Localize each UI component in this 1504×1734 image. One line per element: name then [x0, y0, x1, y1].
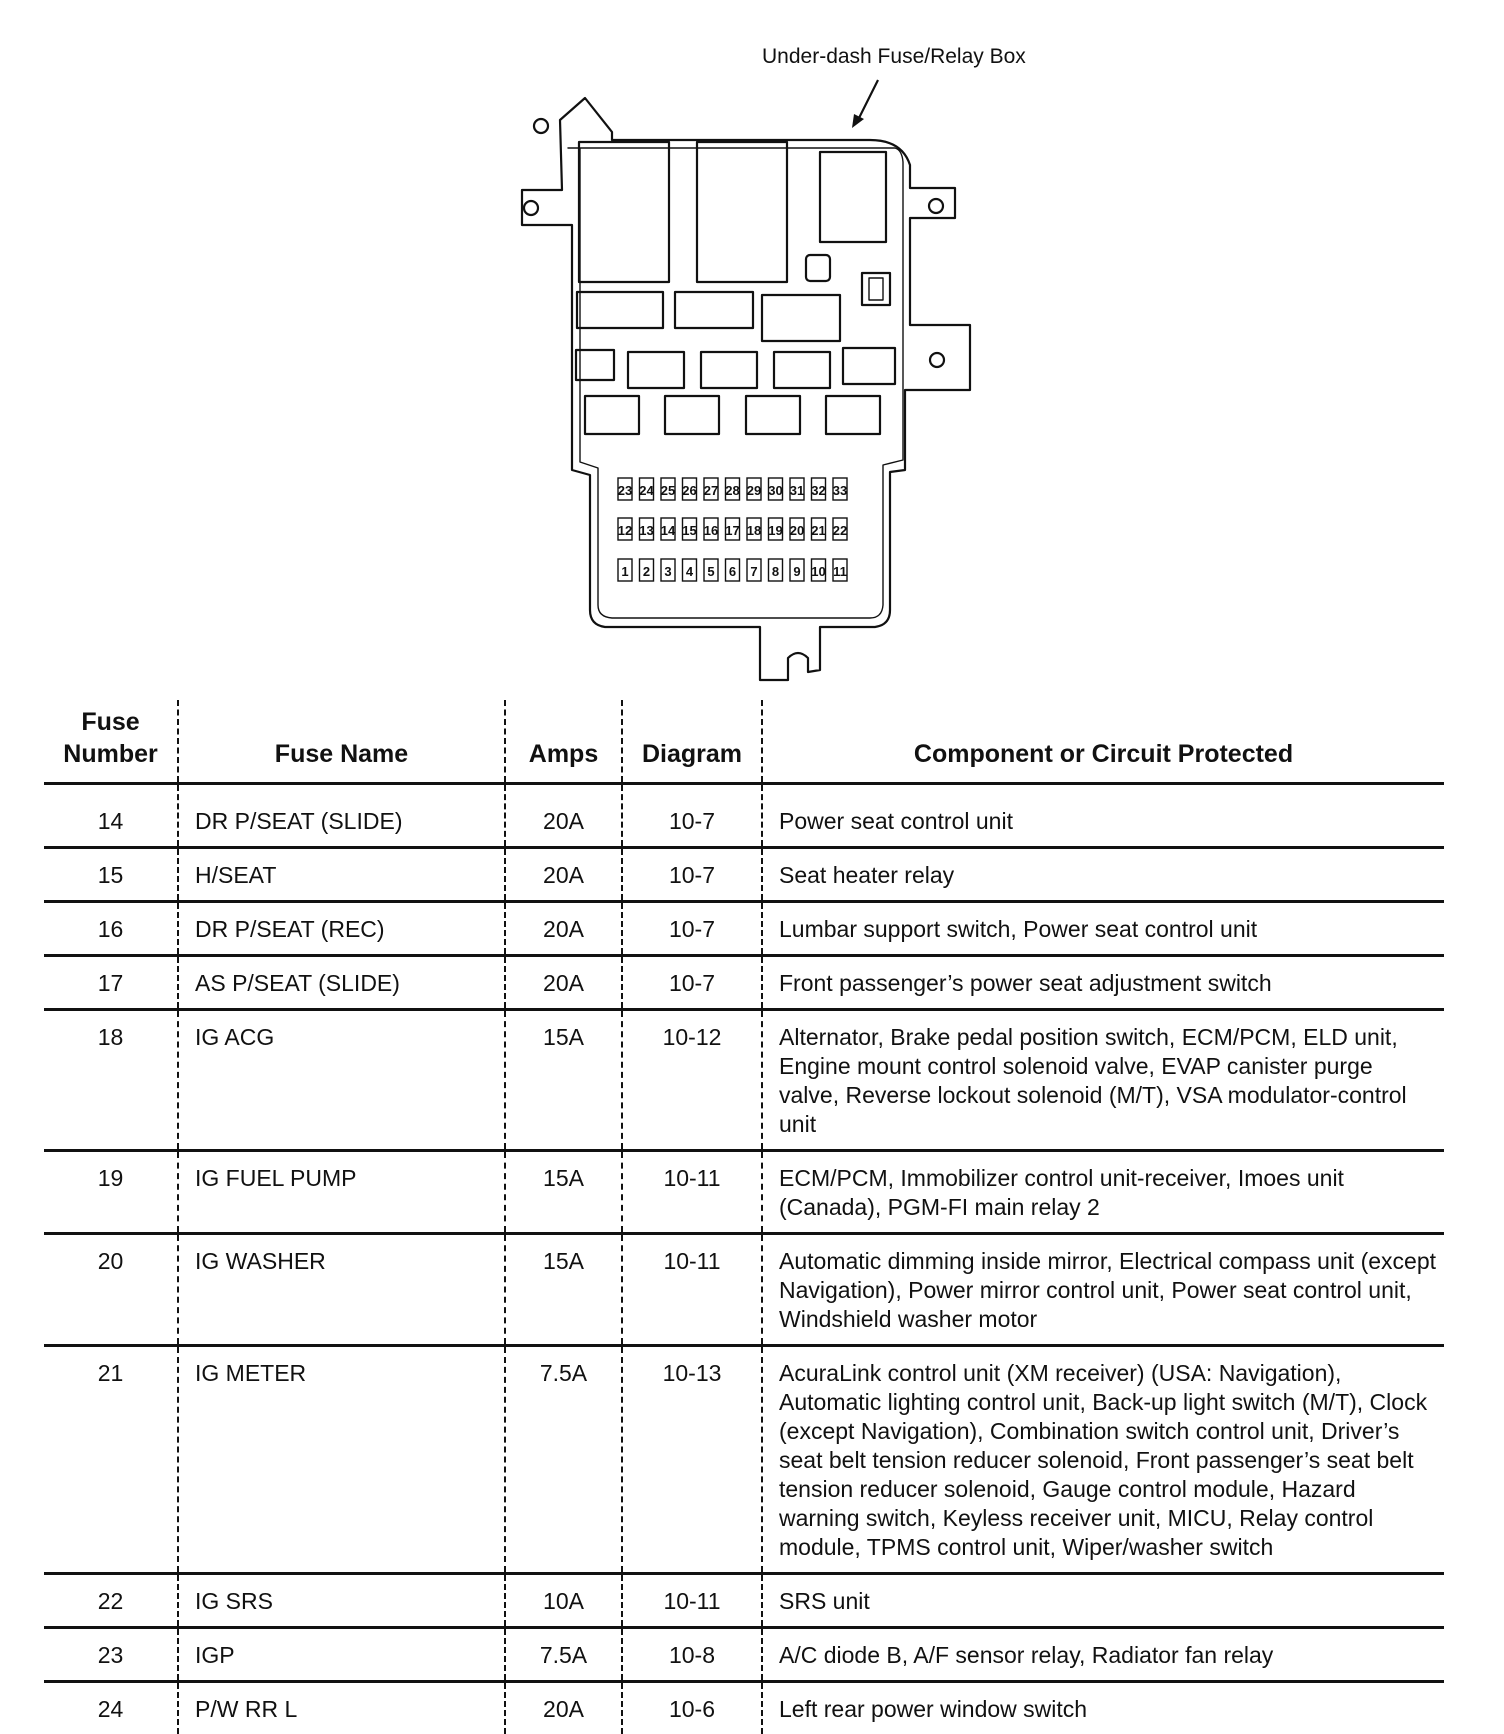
diagram-cell: 10-13 — [622, 1346, 762, 1574]
fuse-slot-number: 5 — [707, 564, 714, 579]
fuse-name-cell: IG FUEL PUMP — [178, 1151, 505, 1234]
component-cell: Lumbar support switch, Power seat control unit — [762, 902, 1444, 956]
large-relay-3 — [820, 152, 886, 242]
fuse-slot-number: 22 — [833, 523, 847, 538]
table-header-row — [44, 700, 1444, 784]
fuse-slot-number: 1 — [621, 564, 628, 579]
callout-leader-line — [858, 80, 878, 120]
mount-hole-right-lower — [930, 353, 944, 367]
fuse-name-cell: IG SRS — [178, 1574, 505, 1628]
fuse-name-cell: H/SEAT — [178, 848, 505, 902]
fuse-name-cell: DR P/SEAT (REC) — [178, 902, 505, 956]
fuse-slot-number: 17 — [725, 523, 739, 538]
fuse-name-cell: AS P/SEAT (SLIDE) — [178, 956, 505, 1010]
fuse-name-cell: IGP — [178, 1628, 505, 1682]
component-cell: Automatic dimming inside mirror, Electrical compass unit (except Navigation), Power mirror control unit, Power seat control unit, Windshield washer motor — [762, 1234, 1444, 1346]
component-cell: ECM/PCM, Immobilizer control unit-receiver, Imoes unit (Canada), PGM-FI main relay 2 — [762, 1151, 1444, 1234]
component-cell: AcuraLink control unit (XM receiver) (USA: Navigation), Automatic lighting control unit, Back-up light switch (M/T), Clock (except Navigation), Combination switch control unit, Driver’s seat belt tension reducer solenoid, Front passenger’s seat belt tension reducer solenoid, Gauge control module, Hazard warning switch, Keyless receiver unit, MICU, Relay control module, TPMS control unit, Wiper/washer switch — [762, 1346, 1444, 1574]
amps-cell: 10A — [505, 1574, 622, 1628]
amps-cell: 20A — [505, 784, 622, 848]
relay-socket-b — [628, 352, 684, 388]
fuse-name-cell: IG ACG — [178, 1010, 505, 1151]
table-row — [44, 1151, 1444, 1234]
small-relay-socket-inner — [869, 278, 883, 300]
mount-hole-left — [524, 201, 538, 215]
header-amps: Amps — [505, 700, 622, 784]
table-row — [44, 956, 1444, 1010]
fuse-grid — [618, 478, 847, 581]
fuse-number-cell: 16 — [44, 902, 178, 956]
component-cell: Front passenger’s power seat adjustment switch — [762, 956, 1444, 1010]
mini-relay-3 — [762, 295, 840, 341]
fuse-number-cell: 14 — [44, 784, 178, 848]
diagram-cell: 10-7 — [622, 784, 762, 848]
table-row — [44, 848, 1444, 902]
fuse-number-cell: 24 — [44, 1682, 178, 1734]
fuse-box-illustration — [0, 0, 1504, 700]
fuse-table — [44, 700, 1444, 1734]
diagram-cell: 10-11 — [622, 1151, 762, 1234]
fuse-slot-number: 14 — [661, 523, 676, 538]
fuse-slot-number: 2 — [643, 564, 650, 579]
fuse-slot-number: 32 — [811, 483, 825, 498]
fuse-number-cell: 18 — [44, 1010, 178, 1151]
header-fuse-name: Fuse Name — [178, 700, 505, 784]
header-fuse-number: Fuse Number — [44, 700, 178, 784]
fuse-slot-number: 13 — [639, 523, 653, 538]
amps-cell: 20A — [505, 956, 622, 1010]
fuse-slot-number: 18 — [747, 523, 761, 538]
relay-socket-a — [576, 350, 614, 380]
component-cell: SRS unit — [762, 1574, 1444, 1628]
mount-hole-right — [929, 199, 943, 213]
amps-cell: 7.5A — [505, 1628, 622, 1682]
fuse-slot-number: 4 — [686, 564, 694, 579]
relay-socket-f — [585, 396, 639, 434]
header-component: Component or Circuit Protected — [762, 700, 1444, 784]
table-row — [44, 1234, 1444, 1346]
diagram-cell: 10-6 — [622, 1682, 762, 1734]
fuse-slot-number: 33 — [833, 483, 847, 498]
fuse-number-cell: 17 — [44, 956, 178, 1010]
fuse-slot-number: 29 — [747, 483, 761, 498]
fuse-number-cell: 22 — [44, 1574, 178, 1628]
relay-socket-h — [746, 396, 800, 434]
fuse-slot-number: 27 — [704, 483, 718, 498]
table-row — [44, 784, 1444, 848]
component-cell: A/C diode B, A/F sensor relay, Radiator fan relay — [762, 1628, 1444, 1682]
fuse-number-cell: 15 — [44, 848, 178, 902]
amps-cell: 20A — [505, 848, 622, 902]
fuse-slot-number: 3 — [664, 564, 671, 579]
fuse-box-diagram — [0, 0, 1504, 700]
amps-cell: 15A — [505, 1010, 622, 1151]
table-row — [44, 1574, 1444, 1628]
fuse-slot-number: 6 — [729, 564, 736, 579]
table-row — [44, 902, 1444, 956]
diagram-cell: 10-7 — [622, 956, 762, 1010]
fuse-slot-number: 12 — [618, 523, 632, 538]
small-connector — [806, 255, 830, 281]
callout-arrowhead — [852, 114, 864, 128]
component-cell: Power seat control unit — [762, 784, 1444, 848]
component-cell: Seat heater relay — [762, 848, 1444, 902]
component-cell: Alternator, Brake pedal position switch, ECM/PCM, ELD unit, Engine mount control solenoid valve, EVAP canister purge valve, Reverse lockout solenoid (M/T), VSA modulator-control unit — [762, 1010, 1444, 1151]
fuse-slot-number: 30 — [768, 483, 782, 498]
component-cell: Left rear power window switch — [762, 1682, 1444, 1734]
relay-socket-i — [826, 396, 880, 434]
fuse-number-cell: 23 — [44, 1628, 178, 1682]
fuse-slot-number: 24 — [639, 483, 654, 498]
diagram-cell: 10-7 — [622, 902, 762, 956]
diagram-cell: 10-11 — [622, 1234, 762, 1346]
fuse-slot-number: 16 — [704, 523, 718, 538]
large-relay-2 — [697, 142, 787, 282]
fuse-name-cell: IG METER — [178, 1346, 505, 1574]
fuse-slot-number: 9 — [793, 564, 800, 579]
fuse-slot-number: 7 — [750, 564, 757, 579]
fuse-name-cell: P/W RR L — [178, 1682, 505, 1734]
diagram-cell: 10-11 — [622, 1574, 762, 1628]
fuse-box-label: Under-dash Fuse/Relay Box — [762, 45, 1026, 69]
amps-cell: 20A — [505, 1682, 622, 1734]
fuse-slot-number: 28 — [725, 483, 739, 498]
fuse-slot-number: 11 — [833, 564, 847, 579]
amps-cell: 15A — [505, 1151, 622, 1234]
amps-cell: 7.5A — [505, 1346, 622, 1574]
table-row — [44, 1682, 1444, 1734]
mini-relay-2 — [675, 292, 753, 328]
fuse-slot-number: 26 — [682, 483, 696, 498]
relay-socket-g — [665, 396, 719, 434]
fuse-number-cell: 20 — [44, 1234, 178, 1346]
mini-relay-1 — [577, 292, 663, 328]
table-row — [44, 1346, 1444, 1574]
fuse-slot-number: 31 — [790, 483, 804, 498]
relay-socket-e — [843, 348, 895, 384]
header-diagram: Diagram — [622, 700, 762, 784]
relay-socket-d — [774, 352, 830, 388]
table-row — [44, 1628, 1444, 1682]
diagram-cell: 10-12 — [622, 1010, 762, 1151]
mount-hole-top-left — [534, 119, 548, 133]
fuse-slot-number: 15 — [682, 523, 696, 538]
fuse-slot-number: 10 — [811, 564, 825, 579]
diagram-cell: 10-7 — [622, 848, 762, 902]
diagram-cell: 10-8 — [622, 1628, 762, 1682]
fuse-slot-number: 23 — [618, 483, 632, 498]
relay-socket-c — [701, 352, 757, 388]
large-relay-1 — [579, 142, 669, 282]
table-row — [44, 1010, 1444, 1151]
amps-cell: 15A — [505, 1234, 622, 1346]
fuse-slot-number: 20 — [790, 523, 804, 538]
fuse-slot-number: 25 — [661, 483, 675, 498]
fuse-slot-number: 8 — [772, 564, 779, 579]
fuse-slot-number: 19 — [768, 523, 782, 538]
fuse-slot-number: 21 — [811, 523, 825, 538]
amps-cell: 20A — [505, 902, 622, 956]
fuse-name-cell: IG WASHER — [178, 1234, 505, 1346]
fuse-number-cell: 19 — [44, 1151, 178, 1234]
fuse-name-cell: DR P/SEAT (SLIDE) — [178, 784, 505, 848]
fuse-number-cell: 21 — [44, 1346, 178, 1574]
